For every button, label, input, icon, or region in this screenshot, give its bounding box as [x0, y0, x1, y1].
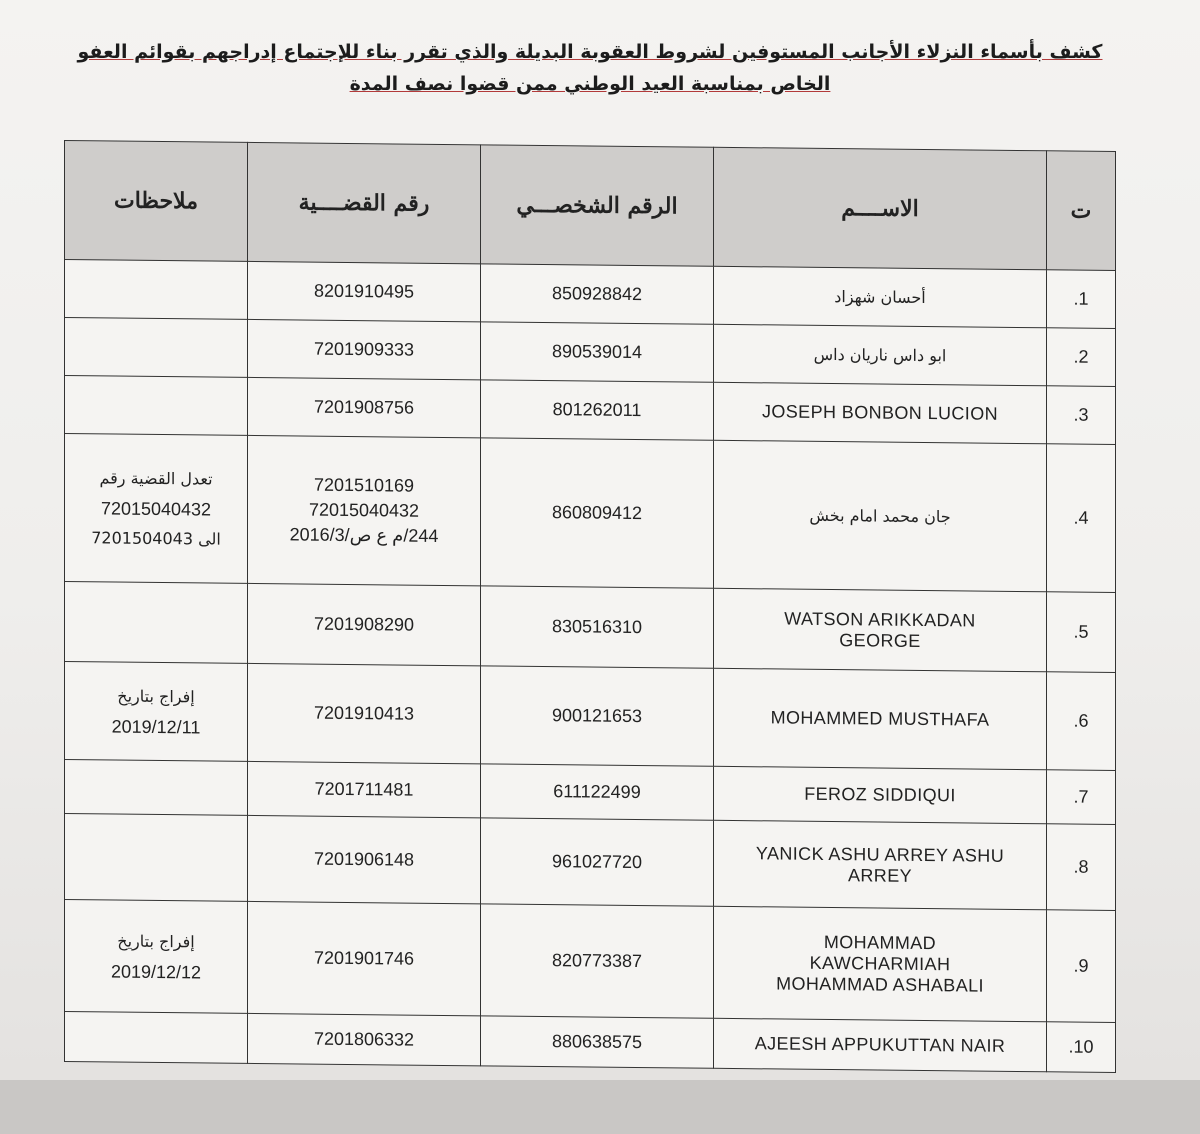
name-line: WATSON ARIKKADAN	[784, 608, 976, 631]
cell-case-number	[248, 435, 481, 585]
name-line: YANICK ASHU ARREY ASHU	[755, 842, 1005, 866]
cell-no: 7.	[1047, 770, 1116, 825]
name-line: أحسان شهزاد	[834, 287, 926, 308]
cell-no: 2.	[1047, 328, 1116, 387]
header-case: رقم القضــــية	[248, 142, 481, 263]
notes-line: 72015040432	[100, 497, 212, 520]
cell-personal-id: 850928842	[481, 264, 714, 324]
cell-no: 1.	[1047, 270, 1116, 329]
cell-personal-id: 611122499	[481, 764, 714, 820]
cell-personal-id: 900121653	[481, 666, 714, 766]
table-row	[65, 1012, 1116, 1073]
cell-name	[714, 1018, 1047, 1071]
table-row	[65, 900, 1116, 1023]
cell-no: 6.	[1047, 672, 1116, 771]
cell-notes	[65, 900, 248, 1014]
notes-line: إفراج بتاريخ	[117, 686, 195, 706]
cell-notes	[65, 376, 248, 436]
case-line: 8201910495	[313, 280, 415, 302]
case-line: 7201510169	[313, 474, 415, 496]
name-line: KAWCHARMIAH	[809, 952, 951, 975]
cell-personal-id: 961027720	[481, 818, 714, 906]
cell-notes	[65, 662, 248, 762]
header-no: ت	[1047, 151, 1116, 271]
cell-notes	[65, 434, 248, 584]
notes-line: تعدل القضية رقم	[99, 467, 213, 489]
cell-name	[714, 766, 1047, 823]
cell-personal-id: 820773387	[481, 904, 714, 1018]
cell-case-number	[248, 815, 481, 903]
cell-notes	[65, 582, 248, 664]
desk-edge	[0, 1080, 1200, 1134]
cell-no: 4.	[1047, 444, 1116, 593]
case-line: 7201909333	[313, 338, 415, 360]
cell-no: 8.	[1047, 824, 1116, 911]
case-line: 7201901746	[313, 947, 415, 969]
cell-personal-id: 880638575	[481, 1016, 714, 1068]
notes-line: 2019/12/11	[111, 715, 201, 737]
table-row	[65, 434, 1116, 593]
cell-notes	[65, 814, 248, 902]
name-line: MOHAMMAD	[823, 931, 937, 954]
cell-no: 9.	[1047, 910, 1116, 1023]
table-row	[65, 814, 1116, 911]
name-line: جان محمد امام بخش	[809, 505, 951, 527]
cell-name	[714, 668, 1047, 769]
cell-case-number	[248, 1013, 481, 1065]
case-line: 244/م ع ص/2016/3	[289, 524, 439, 546]
cell-name	[714, 820, 1047, 909]
header-id: الرقم الشخصـــي	[481, 145, 714, 266]
cell-name	[714, 588, 1047, 671]
cell-personal-id: 860809412	[481, 438, 714, 588]
table-row	[65, 582, 1116, 673]
cell-name	[714, 440, 1047, 591]
name-line: FEROZ SIDDIQUI	[804, 783, 956, 806]
header-name: الاســــم	[714, 147, 1047, 269]
name-line: ARREY	[847, 864, 912, 886]
name-line: ابو داس ناريان داس	[813, 344, 947, 366]
cell-case-number	[248, 377, 481, 437]
cell-name	[714, 906, 1047, 1021]
name-line: MOHAMMAD ASHABALI	[776, 973, 984, 996]
cell-case-number	[248, 583, 481, 665]
table-header-row	[65, 141, 1116, 271]
cell-notes	[65, 760, 248, 816]
case-line: 7201910413	[313, 702, 415, 724]
cell-case-number	[248, 901, 481, 1015]
cell-case-number	[248, 663, 481, 763]
cell-personal-id: 830516310	[481, 586, 714, 668]
inmates-table	[64, 140, 1116, 1073]
table-row	[65, 662, 1116, 771]
cell-notes	[65, 260, 248, 320]
cell-no: 3.	[1047, 386, 1116, 445]
cell-case-number	[248, 761, 481, 817]
cell-notes	[65, 1012, 248, 1064]
notes-line: إفراج بتاريخ	[117, 931, 195, 951]
cell-name	[714, 382, 1047, 443]
case-line: 7201908756	[313, 396, 415, 418]
table-body	[65, 260, 1116, 1073]
case-line: 72015040432	[308, 499, 420, 521]
cell-name	[714, 324, 1047, 385]
cell-personal-id: 890539014	[481, 322, 714, 382]
name-line: GEORGE	[839, 629, 921, 651]
name-line: JOSEPH BONBON LUCION	[761, 401, 999, 424]
case-line: 7201711481	[314, 778, 414, 800]
cell-notes	[65, 318, 248, 378]
name-line: MOHAMMED MUSTHAFA	[770, 707, 990, 730]
case-line: 7201908290	[313, 613, 415, 635]
name-line: AJEESH APPUKUTTAN NAIR	[754, 1033, 1006, 1056]
case-line: 7201806332	[313, 1028, 415, 1050]
notes-line: 2019/12/12	[110, 960, 202, 982]
document-title: كشف بأسماء النزلاء الأجانب المستوفين لشروط العقوبة البديلة والذي تقرر بناء للإجتماع إدراجهم بقوائم العفو الخاص بمناسبة العيد الوطني ممن قضوا نصف المدة	[77, 41, 1103, 95]
cell-no: 5.	[1047, 592, 1116, 673]
case-line: 7201906148	[313, 848, 415, 870]
cell-personal-id: 801262011	[481, 380, 714, 440]
cell-no: 10.	[1047, 1022, 1116, 1073]
notes-line: الى 7201504043	[91, 527, 221, 549]
cell-case-number	[248, 319, 481, 379]
cell-case-number	[248, 261, 481, 321]
cell-name	[714, 266, 1047, 327]
header-notes: ملاحظات	[65, 141, 248, 262]
